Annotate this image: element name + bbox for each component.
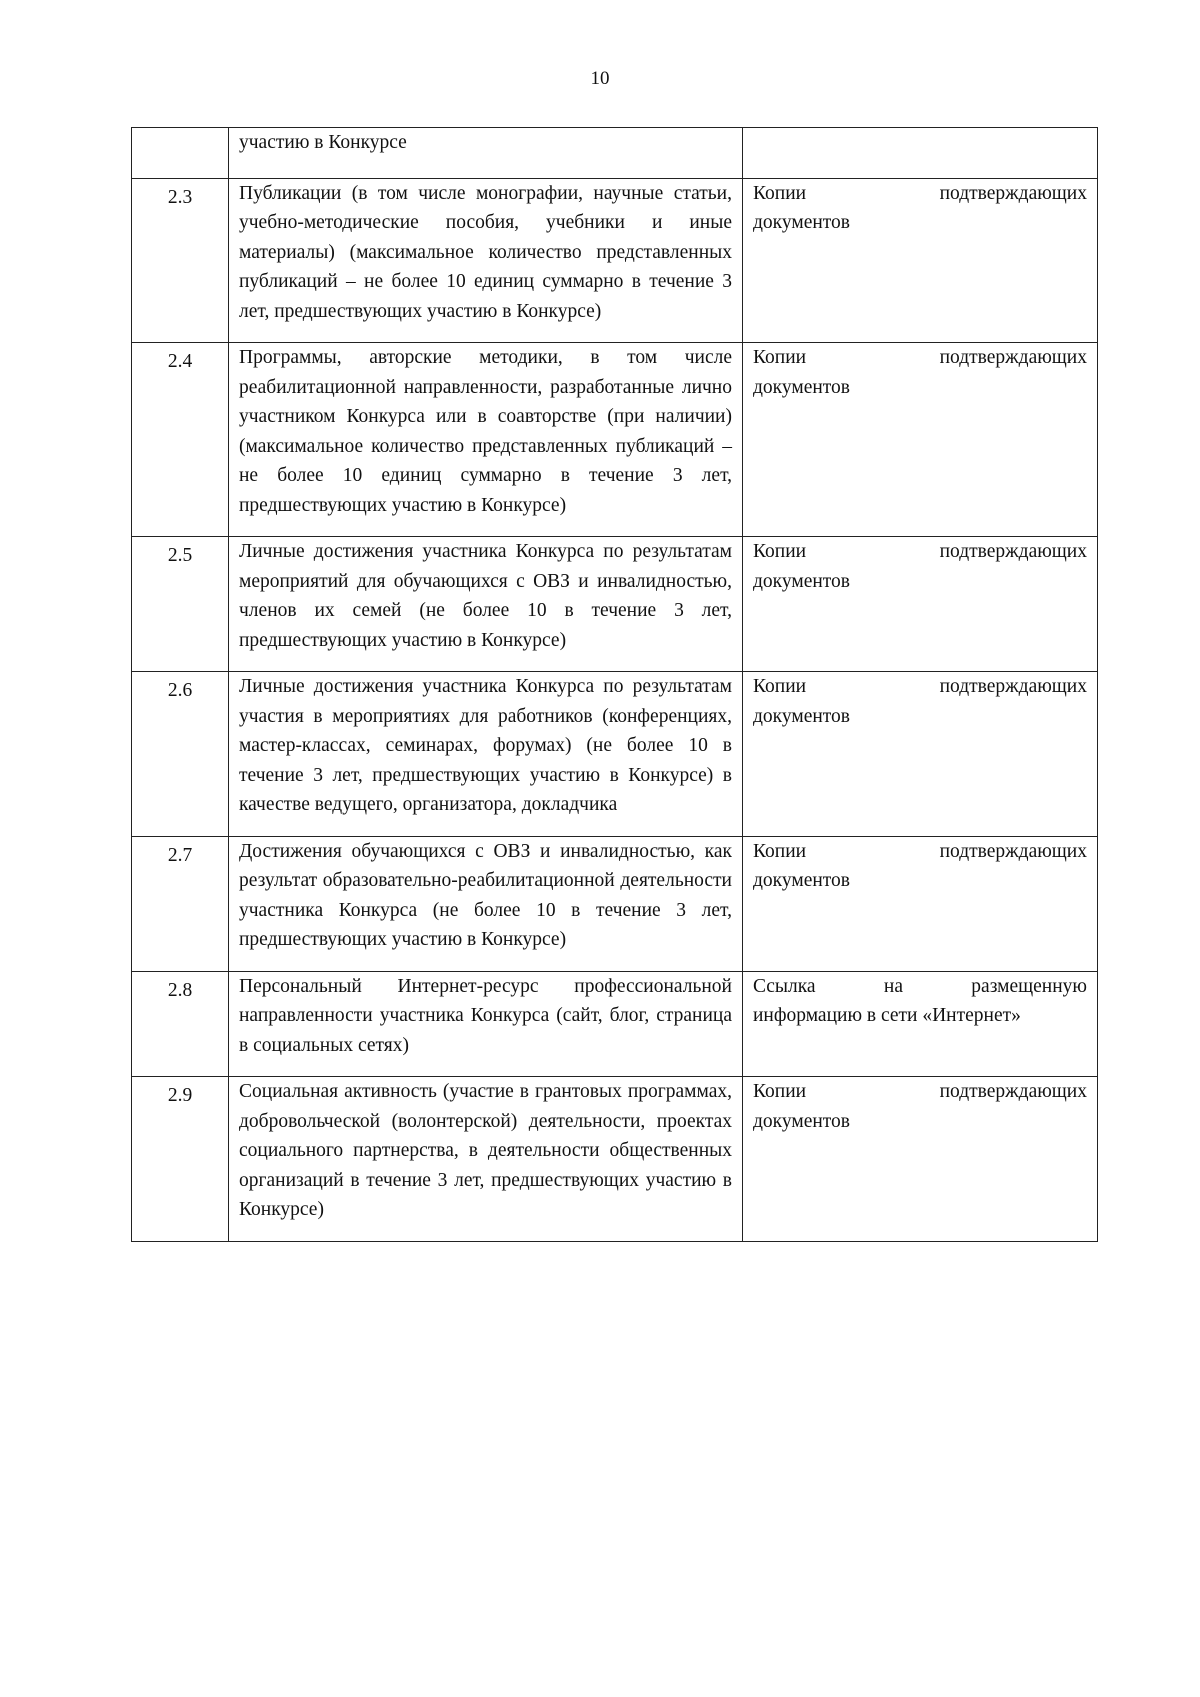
row-description-text: Программы, авторские методики, в том числе реабилитационной направленности, разработанные лично участником Конкурса или в соавторстве (при наличии) (максимальное количество представленных публикаций – не более 10 единиц суммарно в течение 3 лет, предшествующих участию в Конкурсе) — [239, 347, 732, 516]
row-documents — [743, 971, 1098, 1077]
row-description — [229, 971, 743, 1077]
row-documents-word: подтверждающих — [939, 182, 1087, 204]
row-number: 2.8 — [132, 971, 229, 1077]
row-documents-word: Ссылка — [753, 975, 816, 997]
row-documents-word: Копии — [753, 840, 807, 862]
row-description-text: Персональный Интернет-ресурс профессиональной направленности участника Конкурса (сайт, блог, страница в социальных сетях) — [239, 975, 732, 1056]
criteria-table — [131, 127, 1098, 1242]
table-row — [132, 836, 1098, 971]
row-number: 2.9 — [132, 1077, 229, 1242]
table-row — [132, 178, 1098, 343]
row-documents-line1 — [753, 1077, 1087, 1107]
row-description — [229, 178, 743, 343]
row-number: 2.4 — [132, 343, 229, 537]
row-documents-word: Копии — [753, 676, 807, 697]
row-number — [132, 128, 229, 179]
row-description-text: Личные достижения участника Конкурса по результатам участия в мероприятиях для работников (конференциях, мастер-классах, семинарах, форумах) (не более 10 в течение 3 лет, предшествующих участию в Конкурсе) в качестве ведущего, организатора, докладчика — [239, 676, 732, 815]
table-row — [132, 343, 1098, 537]
row-documents-line2: информацию в сети «Интернет» — [753, 1005, 1021, 1026]
row-documents — [743, 343, 1098, 537]
row-documents-line2: документов — [753, 870, 851, 891]
table-row — [132, 672, 1098, 837]
row-documents-line2: документов — [753, 376, 851, 398]
row-description — [229, 672, 743, 837]
row-description-text: Социальная активность (участие в грантовых программах, добровольческой (волонтерской) деятельности, проектах социального партнерства, в деятельности общественных организаций в течение 3 лет, предшествующих участию в Конкурсе) — [239, 1081, 732, 1220]
row-documents-line1 — [753, 672, 1087, 702]
row-documents-line2: документов — [753, 1110, 851, 1132]
row-documents — [743, 537, 1098, 672]
row-documents-word: подтверждающих — [939, 676, 1087, 697]
row-description — [229, 1077, 743, 1242]
row-documents — [743, 128, 1098, 179]
row-documents — [743, 672, 1098, 837]
page-number: 10 — [590, 68, 610, 89]
row-description — [229, 537, 743, 672]
row-documents-line2: документов — [753, 705, 851, 727]
row-number: 2.7 — [132, 836, 229, 971]
row-documents-line1 — [753, 537, 1087, 567]
row-number: 2.6 — [132, 672, 229, 837]
table-row — [132, 971, 1098, 1077]
row-description — [229, 343, 743, 537]
row-documents-word: подтверждающих — [939, 541, 1087, 562]
row-documents-word: подтверждающих — [939, 347, 1087, 368]
table-row — [132, 1077, 1098, 1242]
row-documents-line1 — [753, 179, 1087, 209]
row-documents-line2: документов — [753, 212, 851, 233]
row-documents — [743, 1077, 1098, 1242]
row-documents-word: на — [883, 975, 903, 997]
row-description-text: участию в Конкурсе — [239, 132, 407, 153]
row-documents-word: Копии — [753, 182, 807, 204]
row-description-text: Достижения обучающихся с ОВЗ и инвалидностью, как результат образовательно-реабилитационной деятельности участника Конкурса (не более 10 в течение 3 лет, предшествующих участию в Конкурсе) — [239, 840, 732, 950]
row-description-text: Личные достижения участника Конкурса по результатам мероприятий для обучающихся с ОВЗ и инвалидностью, членов их семей (не более 10 в течение 3 лет, предшествующих участию в Конкурсе) — [239, 541, 732, 651]
row-documents-line1 — [753, 837, 1087, 867]
table-row — [132, 537, 1098, 672]
row-documents — [743, 178, 1098, 343]
row-documents-line2: документов — [753, 570, 851, 592]
row-documents-line1 — [753, 343, 1087, 373]
row-description-text: Публикации (в том числе монографии, научные статьи, учебно-методические пособия, учебники и иные материалы) (максимальное количество представленных публикаций – не более 10 единиц суммарно в течение 3 лет, предшествующих участию в Конкурсе) — [239, 182, 732, 322]
row-number: 2.3 — [132, 178, 229, 343]
table-row — [132, 128, 1098, 179]
row-description — [229, 128, 743, 179]
row-documents-word: Копии — [753, 1081, 807, 1102]
row-documents-word: Копии — [753, 541, 807, 562]
row-documents-word: Копии — [753, 347, 807, 368]
row-documents-word: размещенную — [971, 975, 1087, 997]
row-documents-word: подтверждающих — [939, 840, 1087, 862]
row-documents-line1 — [753, 972, 1087, 1002]
row-number: 2.5 — [132, 537, 229, 672]
row-documents-word: подтверждающих — [939, 1081, 1087, 1102]
row-documents — [743, 836, 1098, 971]
row-description — [229, 836, 743, 971]
